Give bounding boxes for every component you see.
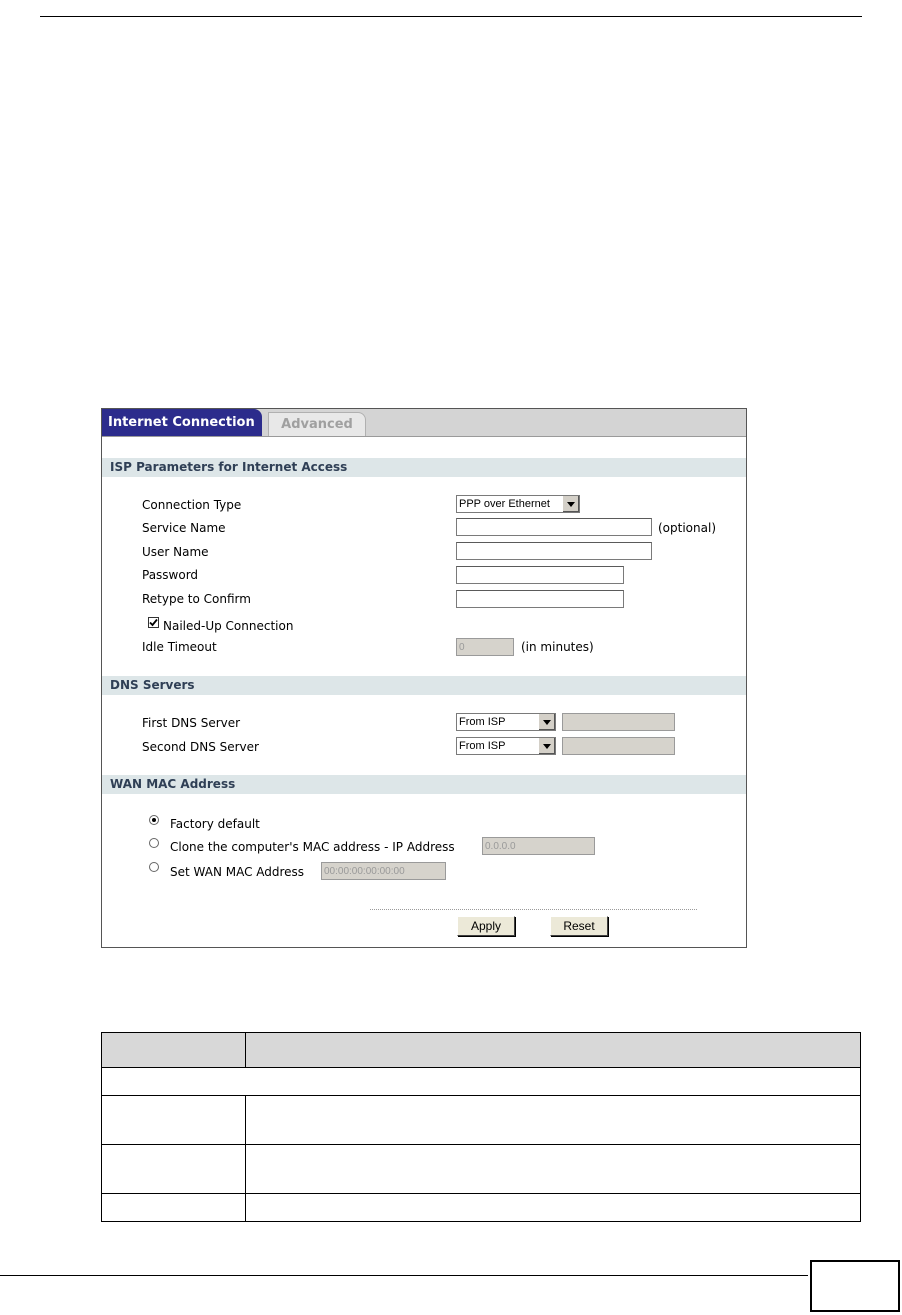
nailed-up-checkbox[interactable] bbox=[148, 617, 159, 628]
table-row bbox=[102, 1145, 861, 1194]
tab-advanced[interactable]: Advanced bbox=[268, 412, 366, 436]
tab-internet-connection[interactable]: Internet Connection bbox=[102, 409, 262, 436]
button-divider bbox=[370, 909, 697, 910]
wan-mac-section-header: WAN MAC Address bbox=[102, 775, 746, 794]
clone-mac-radio[interactable] bbox=[149, 838, 159, 848]
table-cell bbox=[246, 1145, 861, 1194]
retype-password-input[interactable] bbox=[456, 590, 624, 608]
first-dns-ip-input[interactable] bbox=[562, 713, 675, 731]
second-dns-label: Second DNS Server bbox=[142, 740, 259, 754]
connection-type-label: Connection Type bbox=[142, 498, 242, 512]
second-dns-mode-value: From ISP bbox=[459, 740, 506, 752]
idle-timeout-input[interactable]: 0 bbox=[456, 638, 514, 656]
factory-default-radio[interactable] bbox=[149, 815, 159, 825]
reset-button[interactable]: Reset bbox=[550, 916, 608, 936]
isp-section-header: ISP Parameters for Internet Access bbox=[102, 458, 746, 477]
table-header-row bbox=[102, 1033, 861, 1068]
table-cell bbox=[246, 1096, 861, 1145]
page-number-box bbox=[810, 1260, 900, 1312]
nailed-up-label: Nailed-Up Connection bbox=[163, 619, 294, 633]
second-dns-ip-input[interactable] bbox=[562, 737, 675, 755]
chevron-down-icon bbox=[538, 714, 555, 730]
idle-timeout-unit: (in minutes) bbox=[521, 640, 594, 654]
service-name-optional-note: (optional) bbox=[658, 521, 716, 535]
clone-mac-label: Clone the computer's MAC address - IP Address bbox=[170, 840, 455, 854]
clone-ip-input[interactable]: 0.0.0.0 bbox=[482, 837, 595, 855]
second-dns-mode-select[interactable] bbox=[456, 737, 556, 755]
factory-default-label: Factory default bbox=[170, 817, 260, 831]
table-cell bbox=[102, 1096, 246, 1145]
retype-label: Retype to Confirm bbox=[142, 592, 251, 606]
first-dns-mode-value: From ISP bbox=[459, 716, 506, 728]
idle-timeout-label: Idle Timeout bbox=[142, 640, 217, 654]
user-name-label: User Name bbox=[142, 545, 209, 559]
table-cell bbox=[102, 1194, 246, 1222]
connection-type-select[interactable] bbox=[456, 495, 580, 513]
table-header-cell bbox=[102, 1033, 246, 1068]
chevron-down-icon bbox=[562, 496, 579, 512]
apply-button[interactable]: Apply bbox=[457, 916, 515, 936]
table-cell bbox=[102, 1145, 246, 1194]
check-icon bbox=[149, 618, 158, 627]
table-header-cell bbox=[246, 1033, 861, 1068]
first-dns-mode-select[interactable] bbox=[456, 713, 556, 731]
password-label: Password bbox=[142, 568, 199, 582]
tab-bar bbox=[102, 409, 746, 437]
table-row bbox=[102, 1068, 861, 1096]
description-table bbox=[101, 1032, 861, 1222]
header-rule bbox=[40, 16, 862, 17]
service-name-label: Service Name bbox=[142, 521, 226, 535]
set-mac-radio[interactable] bbox=[149, 862, 159, 872]
set-mac-input[interactable]: 00:00:00:00:00:00 bbox=[321, 862, 446, 880]
connection-type-value: PPP over Ethernet bbox=[459, 498, 550, 510]
table-row bbox=[102, 1096, 861, 1145]
dns-section-header: DNS Servers bbox=[102, 676, 746, 695]
service-name-input[interactable] bbox=[456, 518, 652, 536]
first-dns-label: First DNS Server bbox=[142, 716, 241, 730]
password-input[interactable] bbox=[456, 566, 624, 584]
table-row bbox=[102, 1194, 861, 1222]
table-cell bbox=[246, 1194, 861, 1222]
set-mac-label: Set WAN MAC Address bbox=[170, 865, 305, 879]
table-cell bbox=[102, 1068, 861, 1096]
footer-rule bbox=[0, 1275, 808, 1276]
user-name-input[interactable] bbox=[456, 542, 652, 560]
chevron-down-icon bbox=[538, 738, 555, 754]
wan-settings-panel bbox=[101, 408, 747, 948]
